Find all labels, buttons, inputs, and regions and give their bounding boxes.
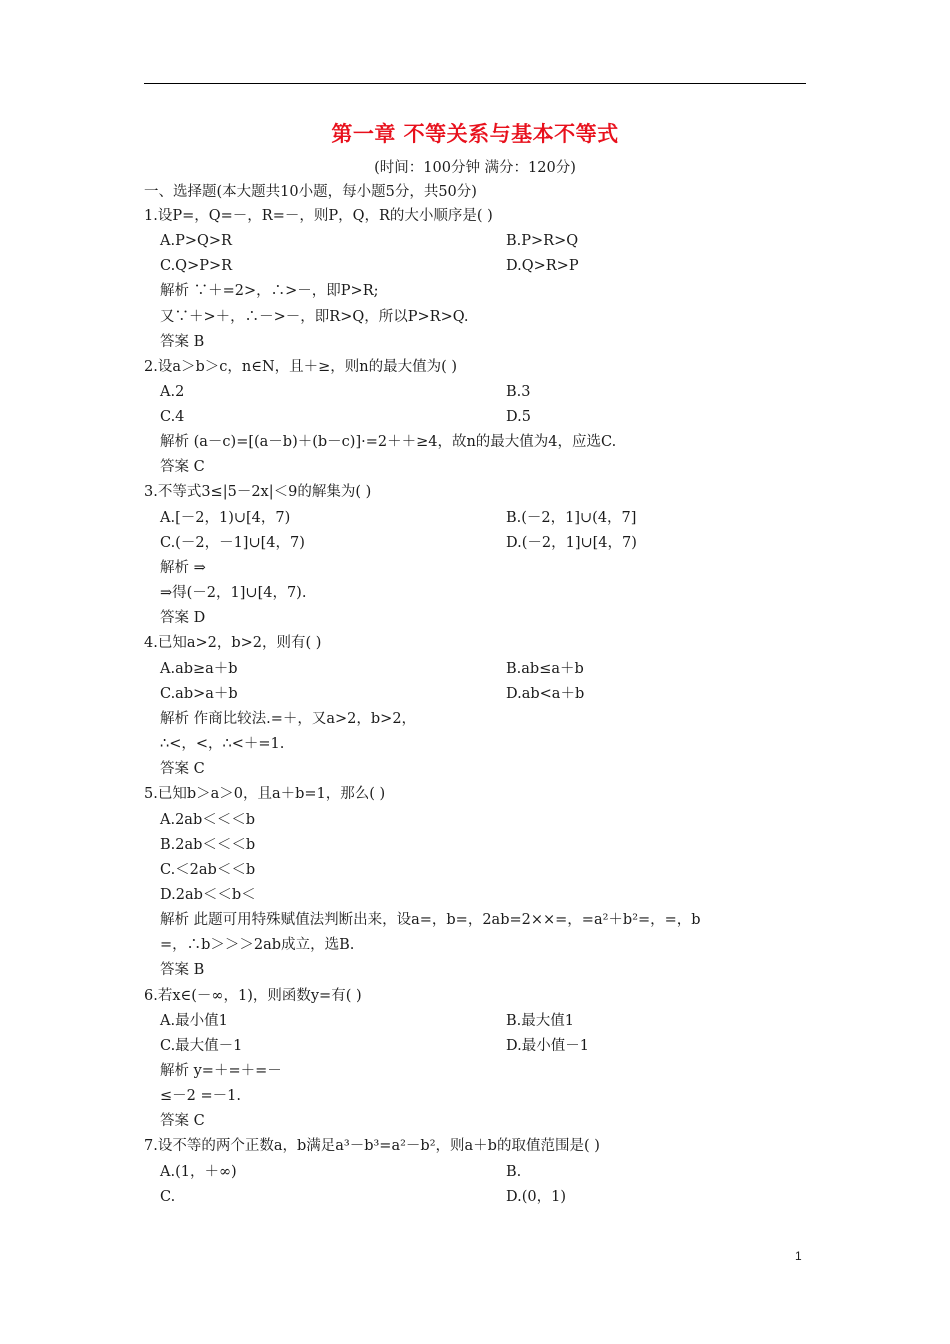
option: D.(0，1)	[506, 1189, 566, 1205]
answer-line: 答案 C	[160, 1113, 205, 1129]
option: A.(1，＋∞)	[160, 1164, 237, 1180]
option: D.Q>R>P	[506, 258, 579, 274]
option: A.最小值1	[160, 1013, 228, 1029]
option: B.(－2，1]∪(4，7]	[506, 510, 637, 526]
option: C.Q>P>R	[160, 258, 233, 274]
option: C.4	[160, 409, 185, 425]
analysis-line: 解析 (a－c)=[(a－b)＋(b－c)]·=2＋＋≥4，故n的最大值为4，应选C.	[160, 434, 617, 450]
header-rule	[144, 83, 806, 84]
question-7-stem: 7.设不等的两个正数a，b满足a³－b³=a²－b²，则a＋b的取值范围是( )	[144, 1138, 600, 1154]
option: B.最大值1	[506, 1013, 574, 1029]
exam-info: (时间：100分钟 满分：120分)	[374, 160, 576, 176]
option: C.＜2ab＜＜b	[160, 862, 256, 878]
question-3-stem: 3.不等式3≤|5－2x|＜9的解集为( )	[144, 484, 372, 500]
option: A.ab≥a＋b	[160, 661, 238, 677]
page-number: 1	[795, 1249, 802, 1263]
option: C.(－2，－1]∪[4，7)	[160, 535, 305, 551]
section-heading: 一、选择题(本大题共10小题，每小题5分，共50分)	[144, 184, 477, 200]
option: C.	[160, 1189, 176, 1205]
analysis-line: 又∵＋>＋，∴－>－，即R>Q，所以P>R>Q.	[160, 309, 469, 325]
option: A.[－2，1)∪[4，7)	[160, 510, 291, 526]
answer-line: 答案 C	[160, 761, 205, 777]
question-4-stem: 4.已知a>2，b>2，则有( )	[144, 635, 322, 651]
option: C.最大值－1	[160, 1038, 243, 1054]
analysis-line: =，∴b＞＞＞2ab成立，选B.	[160, 937, 355, 953]
option: C.ab>a＋b	[160, 686, 238, 702]
analysis-line: 解析 作商比较法.=＋，又a>2，b>2，	[160, 711, 417, 727]
option: A.2ab＜＜＜b	[160, 812, 256, 828]
analysis-line: 解析 ⇒	[160, 560, 206, 576]
analysis-line: ∴<，<，∴<＋=1.	[160, 736, 285, 752]
option: B.	[506, 1164, 522, 1180]
question-2-stem: 2.设a＞b＞c，n∈N，且＋≥，则n的最大值为( )	[144, 359, 458, 375]
option: B.2ab＜＜＜b	[160, 837, 256, 853]
answer-line: 答案 B	[160, 962, 205, 978]
option: B.3	[506, 384, 531, 400]
option: D.最小值－1	[506, 1038, 589, 1054]
option: D.(－2，1]∪[4，7)	[506, 535, 637, 551]
analysis-line: 解析 ∵＋=2>，∴>－，即P>R;	[160, 283, 379, 299]
option: B.P>R>Q	[506, 233, 579, 249]
option: A.P>Q>R	[160, 233, 232, 249]
question-6-stem: 6.若x∈(－∞，1)，则函数y=有( )	[144, 988, 362, 1004]
option: D.5	[506, 409, 531, 425]
question-5-stem: 5.已知b＞a＞0，且a＋b=1，那么( )	[144, 786, 386, 802]
option: D.2ab＜＜b＜	[160, 887, 256, 903]
answer-line: 答案 C	[160, 459, 205, 475]
analysis-line: ≤－2 =－1.	[160, 1088, 241, 1104]
chapter-title: 第一章 不等关系与基本不等式	[331, 121, 619, 146]
option: B.ab≤a＋b	[506, 661, 584, 677]
analysis-line: ⇒得(－2，1]∪[4，7).	[160, 585, 307, 601]
answer-line: 答案 B	[160, 334, 205, 350]
option: D.ab<a＋b	[506, 686, 585, 702]
analysis-line: 解析 y=＋=＋=－	[160, 1063, 282, 1079]
option: A.2	[160, 384, 185, 400]
question-1-stem: 1.设P=，Q=－，R=－，则P，Q，R的大小顺序是( )	[144, 208, 493, 224]
answer-line: 答案 D	[160, 610, 206, 626]
analysis-line: 解析 此题可用特殊赋值法判断出来，设a=，b=，2ab=2××=，=a²＋b²=，=，b	[160, 912, 701, 928]
